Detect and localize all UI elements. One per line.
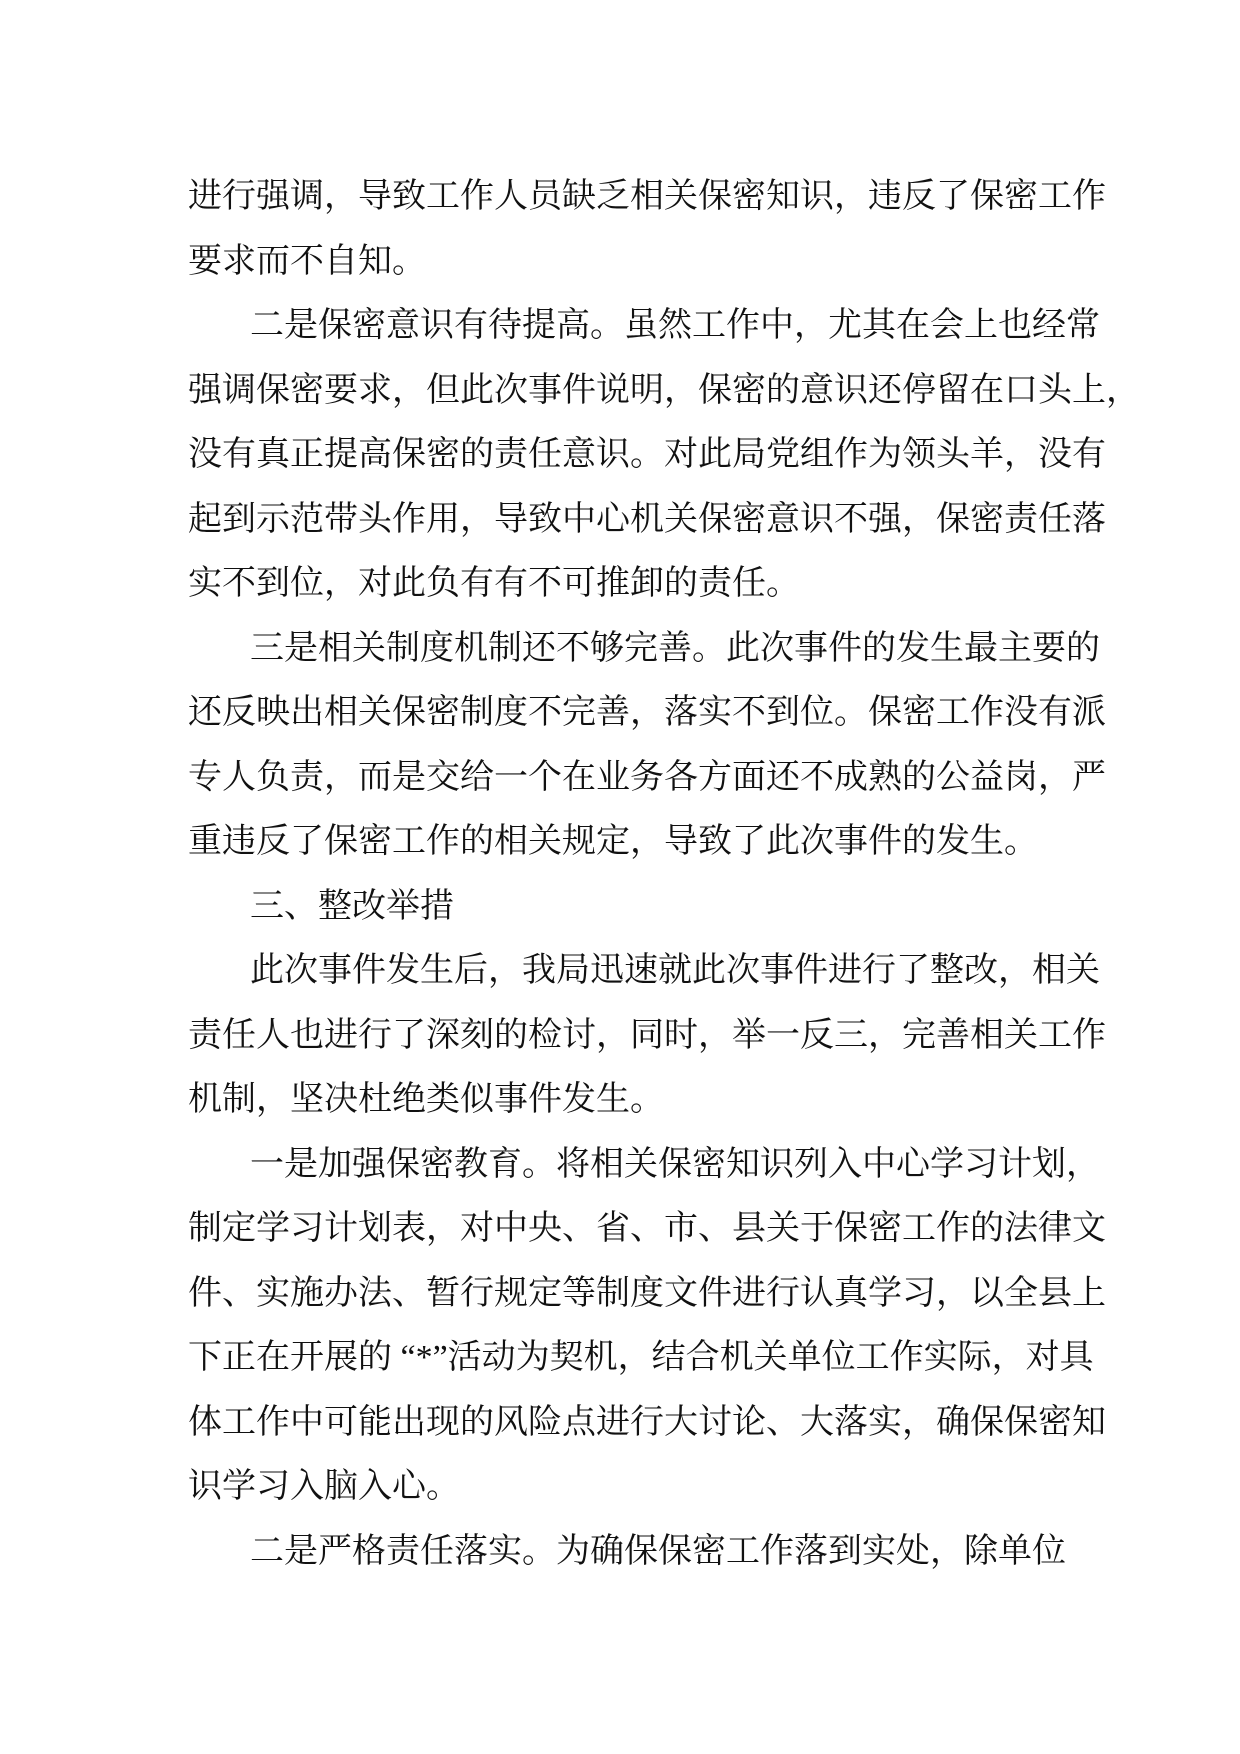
paragraph-mechanism: [188, 617, 1106, 875]
text-line: 责任人也进行了深刻的检讨，同时，举一反三，完善相关工作: [188, 1016, 1106, 1054]
text-line: 没有真正提高保密的责任意识。对此局党组作为领头羊，没有: [188, 436, 1106, 473]
text-line: 起到示范带头作用，导致中心机关保密意识不强，保密责任落: [188, 500, 1106, 538]
text-line: 机制，坚决杜绝类似事件发生。: [188, 1081, 664, 1118]
section-heading: [188, 875, 1088, 940]
text-line: 三是相关制度机制还不够完善。此次事件的发生最主要的: [250, 629, 1100, 667]
text-line: 进行强调，导致工作人员缺乏相关保密知识，违反了保密工作: [188, 178, 1106, 215]
text-line: 专人负责，而是交给一个在业务各方面还不成熟的公益岗，严: [188, 758, 1106, 796]
section-heading-text: 三、整改举措: [250, 887, 454, 925]
text-line: 下正在开展的 “*”活动为契机，结合机关单位工作实际，对具: [188, 1339, 1094, 1376]
text-line: 还反映出相关保密制度不完善，落实不到位。保密工作没有派: [188, 694, 1106, 731]
paragraph-rectification: [188, 939, 1106, 1133]
paragraph-awareness: [188, 294, 1140, 617]
text-line: 一是加强保密教育。将相关保密知识列入中心学习计划，: [250, 1145, 1100, 1183]
text-line: 二是严格责任落实。为确保保密工作落到实处，除单位: [250, 1532, 1066, 1570]
paragraph-continuation: [188, 165, 1106, 294]
text-line: 此次事件发生后，我局迅速就此次事件进行了整改，相关: [250, 952, 1100, 989]
document-page: [188, 165, 1140, 1584]
paragraph-education: [188, 1133, 1106, 1520]
text-line: 体工作中可能出现的风险点进行大讨论、大落实，确保保密知: [188, 1403, 1106, 1441]
text-line: 二是保密意识有待提高。虽然工作中，尤其在会上也经常: [250, 307, 1100, 344]
text-line: 件、实施办法、暂行规定等制度文件进行认真学习，以全县上: [188, 1274, 1106, 1312]
text-line: 重违反了保密工作的相关规定，导致了此次事件的发生。: [188, 823, 1038, 860]
text-line: 要求而不自知。: [188, 242, 426, 280]
text-line: 识学习入脑入心。: [188, 1468, 460, 1505]
text-line: 实不到位，对此负有有不可推卸的责任。: [188, 565, 800, 602]
text-line: 制定学习计划表，对中央、省、市、县关于保密工作的法律文: [188, 1210, 1106, 1247]
paragraph-responsibility: [188, 1520, 1088, 1585]
text-line: 强调保密要求，但此次事件说明，保密的意识还停留在口头上，: [188, 371, 1140, 409]
